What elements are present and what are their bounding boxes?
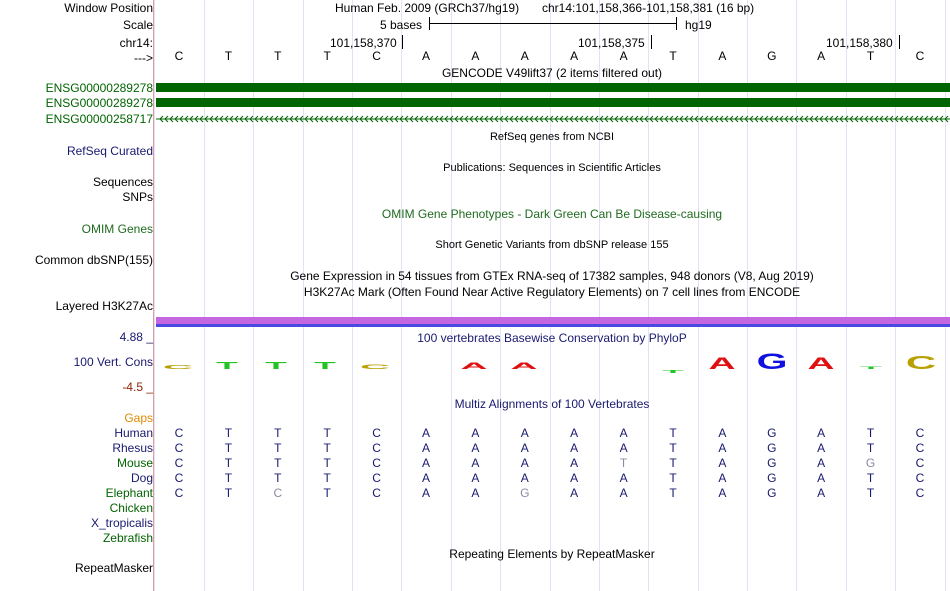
coord-label: 101,158,370: [330, 36, 397, 50]
phylop-logo: [156, 344, 950, 378]
strand-arrow-label: --->: [134, 51, 153, 65]
chrom-label: chr14:: [119, 36, 153, 50]
aligned-base: A: [520, 456, 529, 470]
aligned-base: G: [520, 486, 530, 500]
layered-h3k27ac-label[interactable]: Layered H3K27Ac: [55, 299, 153, 313]
gene-label-3[interactable]: ENSG00000258717: [45, 112, 153, 126]
aligned-base: C: [174, 486, 184, 500]
sequence-base: A: [421, 49, 430, 63]
aligned-base: T: [323, 471, 331, 485]
aligned-base: A: [619, 471, 628, 485]
multiz-track-title[interactable]: Multiz Alignments of 100 Vertebrates: [454, 397, 650, 411]
aligned-base: T: [669, 426, 677, 440]
aligned-base: A: [471, 456, 480, 470]
sequence-base: A: [520, 49, 529, 63]
aligned-base: T: [866, 486, 875, 500]
sequence-base: C: [174, 49, 184, 63]
sequence-base: T: [866, 49, 875, 63]
aligned-base: T: [274, 456, 282, 470]
svg-text:A: A: [460, 360, 488, 371]
sequence-base: A: [570, 49, 579, 63]
sequence-base: A: [619, 49, 628, 63]
species-label[interactable]: Chicken: [109, 501, 153, 515]
phylop-max-label: 4.88 _: [119, 330, 153, 344]
species-label[interactable]: Human: [114, 426, 153, 440]
sequence-base: C: [372, 49, 381, 63]
svg-text:A: A: [807, 354, 835, 373]
aligned-base: A: [718, 426, 727, 440]
gene-strand-arrows[interactable]: [156, 113, 950, 125]
aligned-base: A: [421, 456, 430, 470]
refseq-curated-label[interactable]: RefSeq Curated: [66, 144, 153, 158]
aligned-base: A: [718, 441, 727, 455]
aligned-base: T: [669, 441, 677, 455]
coord-tick: [899, 35, 900, 49]
phylop-track-label[interactable]: 100 Vert. Cons: [73, 355, 153, 369]
window-position-label: Window Position: [64, 1, 153, 15]
svg-text:T: T: [860, 366, 882, 370]
aligned-base: T: [669, 471, 677, 485]
species-label[interactable]: Zebrafish: [102, 531, 153, 545]
svg-text:G: G: [756, 349, 788, 374]
aligned-base: T: [224, 426, 233, 440]
phylop-track-title[interactable]: 100 vertebrates Basewise Conservation by PhyloP: [417, 331, 687, 345]
aligned-base: T: [619, 456, 628, 470]
sequences-label[interactable]: Sequences: [92, 175, 153, 189]
aligned-base: T: [224, 456, 233, 470]
aligned-base: A: [520, 426, 529, 440]
aligned-base: C: [372, 486, 381, 500]
dbsnp-track-title[interactable]: Short Genetic Variants from dbSNP release 155: [435, 239, 669, 251]
aligned-base: A: [619, 426, 628, 440]
aligned-base: A: [471, 486, 480, 500]
species-label[interactable]: Mouse: [116, 456, 153, 470]
repeatmasker-track-title[interactable]: Repeating Elements by RepeatMasker: [449, 547, 655, 561]
aligned-base: G: [767, 471, 777, 485]
sequence-base: C: [915, 49, 925, 63]
label-track-divider: [153, 0, 154, 591]
sequence-base: A: [718, 49, 727, 63]
sequence-base: A: [817, 49, 826, 63]
position-readout[interactable]: chr14:101,158,366-101,158,381 (16 bp): [542, 1, 755, 15]
omim-track-title[interactable]: OMIM Gene Phenotypes - Dark Green Can Be Disease-causing: [381, 207, 723, 221]
aligned-base: T: [669, 486, 677, 500]
aligned-base: A: [817, 441, 826, 455]
aligned-base: T: [323, 441, 331, 455]
svg-text:T: T: [265, 360, 287, 372]
aligned-base: C: [372, 426, 381, 440]
aligned-base: A: [570, 456, 579, 470]
svg-text:T: T: [314, 360, 336, 372]
aligned-base: T: [224, 486, 233, 500]
coord-tick: [651, 35, 652, 49]
guide-line: [154, 0, 155, 591]
aligned-base: A: [718, 486, 727, 500]
svg-text:A: A: [708, 354, 736, 373]
sequence-base: T: [224, 49, 233, 63]
h3k27ac-signal-blue: [156, 324, 950, 327]
aligned-base: T: [274, 471, 282, 485]
gene-bar-2[interactable]: [156, 98, 950, 107]
aligned-base: A: [570, 471, 579, 485]
species-label[interactable]: Elephant: [105, 486, 153, 500]
snps-label[interactable]: SNPs: [122, 190, 153, 204]
svg-text:C: C: [162, 364, 194, 371]
aligned-base: C: [372, 456, 381, 470]
gaps-label[interactable]: Gaps: [124, 411, 153, 425]
aligned-base: A: [619, 441, 628, 455]
svg-text:T: T: [662, 369, 684, 375]
aligned-base: A: [421, 486, 430, 500]
aligned-base: T: [669, 456, 677, 470]
aligned-base: T: [274, 441, 282, 455]
aligned-base: C: [273, 486, 283, 500]
aligned-base: C: [915, 426, 925, 440]
svg-text:C: C: [905, 352, 937, 374]
aligned-base: T: [323, 426, 331, 440]
aligned-base: C: [174, 426, 184, 440]
coord-label: 101,158,380: [826, 36, 893, 50]
aligned-base: A: [421, 426, 430, 440]
phylop-min-label: -4.5 _: [122, 380, 153, 394]
db-name: hg19: [685, 18, 712, 32]
sequence-base: T: [274, 49, 282, 63]
aligned-base: A: [718, 456, 727, 470]
aligned-base: A: [570, 441, 579, 455]
publications-track-title[interactable]: Publications: Sequences in Scientific Articles: [443, 162, 661, 174]
aligned-base: C: [372, 471, 381, 485]
gencode-track-title[interactable]: GENCODE V49lift37 (2 items filtered out): [441, 66, 663, 80]
gtex-track-title[interactable]: Gene Expression in 54 tissues from GTEx RNA-seq of 17382 samples, 948 donors (V8, Aug 2019): [290, 269, 814, 283]
aligned-base: C: [372, 441, 381, 455]
aligned-base: A: [570, 426, 579, 440]
sequence-base: T: [323, 49, 331, 63]
aligned-base: A: [520, 471, 529, 485]
repeatmasker-label[interactable]: RepeatMasker: [74, 561, 153, 575]
aligned-base: G: [767, 456, 777, 470]
common-dbsnp-label[interactable]: Common dbSNP(155): [34, 253, 153, 267]
aligned-base: T: [224, 441, 233, 455]
species-label[interactable]: X_tropicalis: [90, 516, 153, 530]
aligned-base: T: [866, 471, 875, 485]
sequence-base: G: [767, 49, 777, 63]
aligned-base: A: [520, 441, 529, 455]
sequence-base: T: [669, 49, 677, 63]
aligned-base: G: [865, 456, 876, 470]
svg-text:A: A: [510, 360, 538, 371]
aligned-base: T: [866, 441, 875, 455]
aligned-base: A: [421, 441, 430, 455]
aligned-base: A: [471, 426, 480, 440]
refseq-track-title[interactable]: RefSeq genes from NCBI: [489, 131, 615, 143]
aligned-base: T: [323, 456, 331, 470]
aligned-base: A: [471, 471, 480, 485]
svg-text:C: C: [359, 363, 391, 371]
species-label[interactable]: Dog: [130, 471, 153, 485]
aligned-base: A: [570, 486, 579, 500]
aligned-base: A: [817, 486, 826, 500]
h3k27ac-track-title[interactable]: H3K27Ac Mark (Often Found Near Active Regulatory Elements) on 7 cell lines from ENCODE: [303, 285, 801, 299]
aligned-base: G: [767, 486, 777, 500]
assembly-name: Human Feb. 2009 (GRCh37/hg19): [335, 1, 520, 15]
aligned-base: A: [619, 486, 628, 500]
aligned-base: A: [471, 441, 480, 455]
aligned-base: A: [817, 471, 826, 485]
aligned-base: A: [817, 426, 826, 440]
gene-label-2[interactable]: ENSG00000289278: [45, 96, 153, 110]
aligned-base: C: [915, 441, 925, 455]
gene-label-1[interactable]: ENSG00000289278: [45, 81, 153, 95]
coord-tick: [402, 35, 403, 49]
aligned-base: C: [174, 471, 184, 485]
aligned-base: C: [174, 441, 184, 455]
scale-label: Scale: [122, 18, 153, 32]
aligned-base: T: [323, 486, 331, 500]
aligned-base: T: [274, 426, 282, 440]
aligned-base: T: [224, 471, 233, 485]
gene-bar-1[interactable]: [156, 83, 950, 92]
species-label[interactable]: Rhesus: [112, 441, 153, 455]
aligned-base: A: [817, 456, 826, 470]
aligned-base: G: [767, 426, 777, 440]
svg-text:T: T: [216, 360, 238, 372]
aligned-base: C: [915, 471, 925, 485]
aligned-base: C: [915, 486, 925, 500]
aligned-base: T: [866, 426, 875, 440]
scale-text: 5 bases: [380, 18, 423, 32]
coord-label: 101,158,375: [578, 36, 645, 50]
aligned-base: C: [174, 456, 184, 470]
sequence-base: A: [471, 49, 480, 63]
h3k27ac-signal-purple: [156, 317, 950, 324]
aligned-base: A: [718, 471, 727, 485]
aligned-base: C: [915, 456, 925, 470]
aligned-base: A: [421, 471, 430, 485]
aligned-base: G: [767, 441, 777, 455]
omim-genes-label[interactable]: OMIM Genes: [81, 222, 153, 236]
